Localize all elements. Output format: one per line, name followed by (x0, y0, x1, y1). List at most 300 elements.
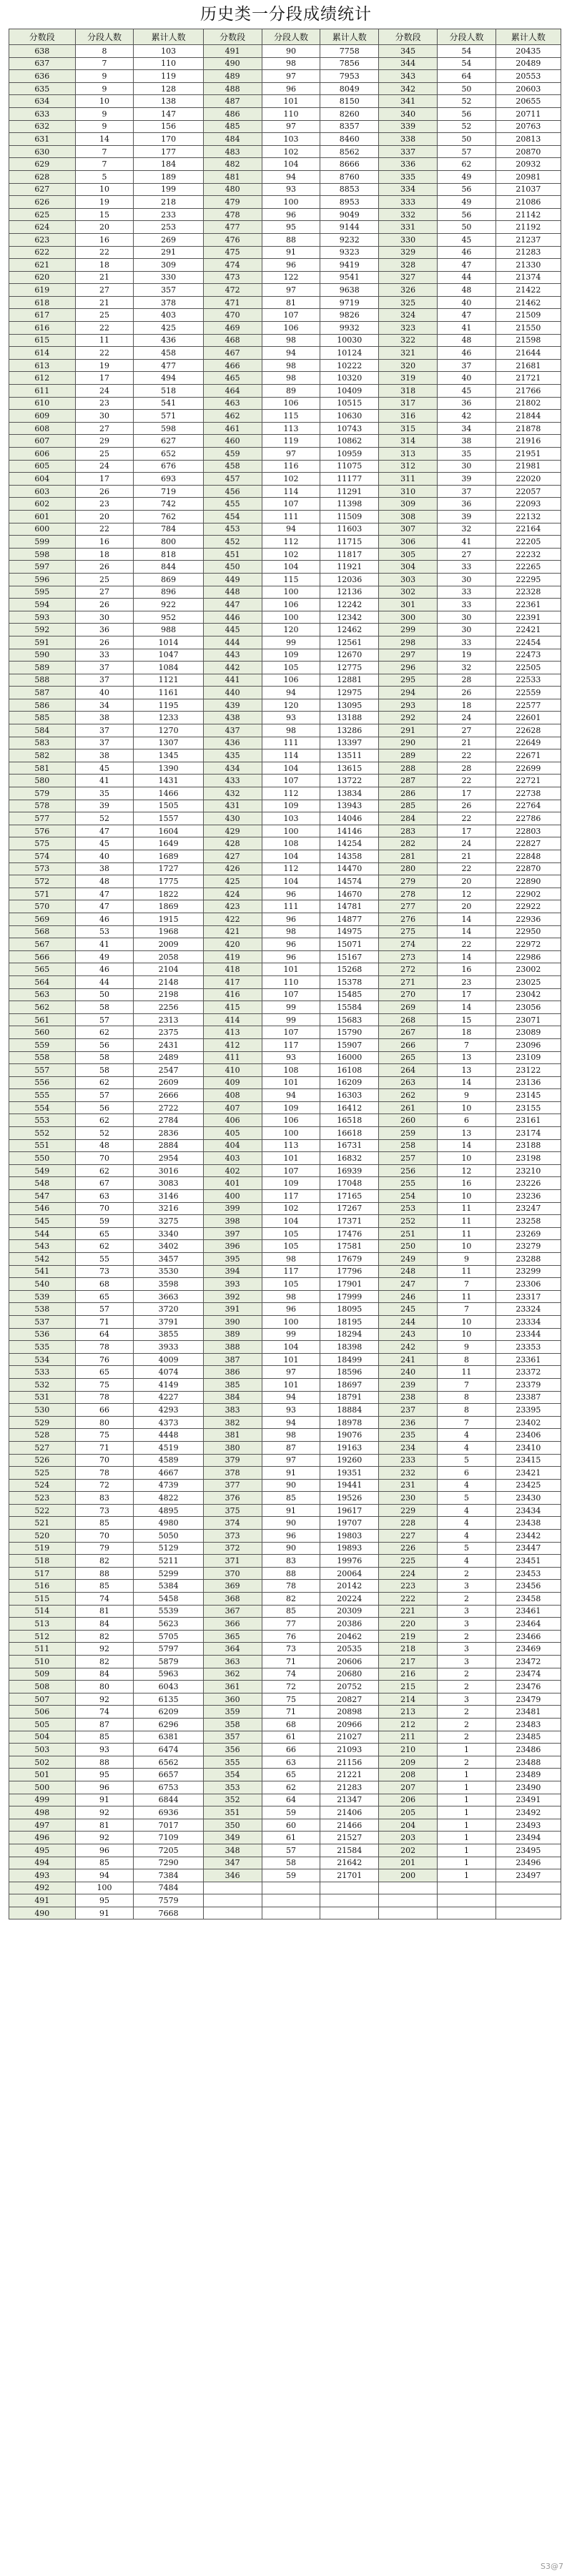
table-cell: 602 (9, 498, 76, 511)
table-cell: 869 (134, 573, 203, 586)
table-cell: 578 (9, 800, 76, 812)
table-cell: 328 (379, 259, 438, 272)
table-cell: 48 (438, 284, 496, 297)
table-cell: 65 (75, 1227, 134, 1240)
table-cell: 214 (379, 1693, 438, 1706)
table-cell: 23492 (495, 1806, 561, 1819)
table-cell: 3598 (134, 1278, 203, 1291)
table-cell: 207 (379, 1781, 438, 1794)
table-cell: 509 (9, 1668, 76, 1681)
table-cell: 1466 (134, 787, 203, 800)
table-cell: 99 (262, 1328, 320, 1341)
table-cell: 520 (9, 1530, 76, 1543)
table-cell: 541 (9, 1265, 76, 1278)
table-row (9, 1328, 561, 1341)
table-cell: 104 (262, 561, 320, 574)
table-cell: 21878 (495, 422, 561, 435)
table-row (9, 1076, 561, 1089)
table-cell: 16 (75, 536, 134, 549)
table-cell: 18398 (320, 1341, 379, 1354)
table-row (9, 888, 561, 900)
table-cell: 505 (9, 1718, 76, 1731)
table-cell: 510 (9, 1656, 76, 1668)
table-cell: 20309 (320, 1605, 379, 1618)
table-cell: 23306 (495, 1278, 561, 1291)
table-cell: 541 (134, 397, 203, 410)
table-cell: 37 (75, 724, 134, 737)
table-cell: 465 (203, 372, 262, 385)
table-cell: 5879 (134, 1656, 203, 1668)
table-cell: 553 (9, 1114, 76, 1127)
table-cell: 100 (262, 825, 320, 837)
table-cell: 23495 (495, 1844, 561, 1857)
table-cell: 9 (75, 82, 134, 95)
table-cell: 92 (75, 1806, 134, 1819)
table-cell: 742 (134, 498, 203, 511)
table-cell: 27 (75, 284, 134, 297)
table-cell: 17679 (320, 1253, 379, 1266)
table-cell: 99 (262, 636, 320, 649)
table-cell: 652 (134, 448, 203, 461)
table-cell: 317 (379, 397, 438, 410)
table-cell: 21 (438, 737, 496, 749)
table-cell: 21374 (495, 271, 561, 284)
table-cell: 94 (262, 523, 320, 536)
table-cell: 537 (9, 1315, 76, 1328)
table-cell: 23226 (495, 1177, 561, 1190)
table-cell: 6474 (134, 1744, 203, 1756)
table-cell: 61 (262, 1731, 320, 1744)
table-cell: 352 (203, 1794, 262, 1806)
table-cell: 591 (9, 636, 76, 649)
table-row (9, 1567, 561, 1580)
table-cell: 234 (379, 1441, 438, 1454)
table-row (9, 485, 561, 498)
table-cell: 100 (75, 1882, 134, 1894)
table-cell: 83 (262, 1555, 320, 1568)
table-cell: 23479 (495, 1693, 561, 1706)
table-cell: 473 (203, 271, 262, 284)
table-cell: 376 (203, 1492, 262, 1505)
table-cell: 355 (203, 1756, 262, 1769)
table-cell: 23174 (495, 1127, 561, 1140)
table-row (9, 95, 561, 108)
table-cell: 384 (203, 1391, 262, 1404)
table-cell: 11817 (320, 548, 379, 561)
table-row (9, 1806, 561, 1819)
table-cell: 1505 (134, 800, 203, 812)
table-cell: 15167 (320, 950, 379, 963)
header-cell: 分数段 (379, 29, 438, 45)
table-cell: 96 (262, 259, 320, 272)
table-cell: 7 (75, 57, 134, 70)
table-cell: 23089 (495, 1026, 561, 1039)
table-cell: 6844 (134, 1794, 203, 1806)
table-cell: 116 (262, 460, 320, 473)
table-cell: 422 (203, 913, 262, 925)
table-cell: 30 (438, 624, 496, 636)
table-cell: 844 (134, 561, 203, 574)
table-cell: 233 (379, 1454, 438, 1467)
table-cell: 633 (9, 107, 76, 120)
table-cell: 60 (262, 1819, 320, 1832)
table-cell: 70 (75, 1202, 134, 1215)
table-cell: 387 (203, 1353, 262, 1366)
table-cell: 74 (262, 1668, 320, 1681)
table-cell: 260 (379, 1114, 438, 1127)
table-cell: 312 (379, 460, 438, 473)
table-cell: 22361 (495, 599, 561, 611)
table-cell: 21221 (320, 1769, 379, 1781)
table-cell: 49 (438, 196, 496, 209)
table-cell: 22205 (495, 536, 561, 549)
table-cell: 335 (379, 170, 438, 183)
table-row (9, 573, 561, 586)
table-cell: 4293 (134, 1404, 203, 1417)
table-cell: 405 (203, 1127, 262, 1140)
table-row (9, 749, 561, 762)
table-cell: 19 (75, 359, 134, 372)
table-cell: 15683 (320, 1013, 379, 1026)
table-cell: 97 (262, 70, 320, 83)
table-cell: 23469 (495, 1643, 561, 1656)
table-row (9, 611, 561, 624)
table-cell: 4227 (134, 1391, 203, 1404)
table-cell: 493 (9, 1869, 76, 1882)
table-cell: 20553 (495, 70, 561, 83)
table-cell: 494 (134, 372, 203, 385)
table-cell: 70 (75, 1454, 134, 1467)
table-cell: 253 (379, 1202, 438, 1215)
table-cell: 592 (9, 624, 76, 636)
table-cell: 620 (9, 271, 76, 284)
table-cell: 64 (75, 1328, 134, 1341)
table-cell: 6 (438, 1467, 496, 1480)
table-cell: 19 (438, 649, 496, 662)
table-cell: 77 (262, 1618, 320, 1631)
table-body (9, 45, 561, 1919)
table-cell: 20489 (495, 57, 561, 70)
table-cell: 988 (134, 624, 203, 636)
table-row (9, 70, 561, 83)
table-cell: 557 (9, 1064, 76, 1077)
table-cell: 22950 (495, 925, 561, 938)
table-cell: 109 (262, 1101, 320, 1114)
table-cell: 23464 (495, 1618, 561, 1631)
table-cell: 10959 (320, 448, 379, 461)
table-cell: 33 (75, 649, 134, 662)
table-cell: 301 (379, 599, 438, 611)
table-cell: 23155 (495, 1101, 561, 1114)
table-cell: 5623 (134, 1618, 203, 1631)
table-cell: 22421 (495, 624, 561, 636)
table-cell: 16 (438, 963, 496, 976)
table-cell: 3216 (134, 1202, 203, 1215)
table-cell: 480 (203, 183, 262, 196)
table-cell: 22870 (495, 862, 561, 875)
table-cell: 304 (379, 561, 438, 574)
table-cell: 5129 (134, 1542, 203, 1555)
table-cell: 349 (203, 1832, 262, 1844)
table-cell: 78 (75, 1391, 134, 1404)
table-cell: 289 (379, 749, 438, 762)
table-cell: 20680 (320, 1668, 379, 1681)
table-cell: 1968 (134, 925, 203, 938)
table-cell: 20966 (320, 1718, 379, 1731)
table-row (9, 1253, 561, 1266)
table-cell: 800 (134, 536, 203, 549)
table-cell: 96 (262, 950, 320, 963)
table-cell: 10862 (320, 435, 379, 448)
table-cell: 3083 (134, 1177, 203, 1190)
table-cell: 385 (203, 1378, 262, 1391)
table-cell: 23353 (495, 1341, 561, 1354)
table-cell: 98 (262, 925, 320, 938)
table-cell: 7484 (134, 1882, 203, 1894)
table-cell: 6296 (134, 1718, 203, 1731)
table-cell: 297 (379, 649, 438, 662)
table-cell: 62 (75, 1240, 134, 1253)
table-cell: 94 (262, 1416, 320, 1429)
table-cell: 75 (75, 1378, 134, 1391)
table-cell: 138 (134, 95, 203, 108)
table-cell: 96 (262, 913, 320, 925)
table-cell: 1431 (134, 775, 203, 787)
watermark: S3@7 (541, 2562, 563, 2571)
table-cell: 412 (203, 1038, 262, 1051)
table-row (9, 385, 561, 398)
table-cell: 295 (379, 674, 438, 687)
table-cell: 104 (262, 875, 320, 888)
table-cell: 9 (438, 1089, 496, 1102)
table-cell: 325 (379, 296, 438, 309)
table-row (9, 1882, 561, 1894)
table-cell: 6043 (134, 1681, 203, 1693)
table-cell: 22721 (495, 775, 561, 787)
table-cell: 424 (203, 888, 262, 900)
table-cell: 20711 (495, 107, 561, 120)
table-cell: 9 (75, 107, 134, 120)
table-cell: 119 (134, 70, 203, 83)
table-cell: 17371 (320, 1215, 379, 1228)
table-cell: 12670 (320, 649, 379, 662)
table-cell: 23425 (495, 1479, 561, 1492)
table-cell: 91 (262, 1467, 320, 1480)
table-cell: 1 (438, 1819, 496, 1832)
table-cell: 433 (203, 775, 262, 787)
table-cell: 15 (438, 1013, 496, 1026)
table-cell: 604 (9, 473, 76, 486)
table-cell: 370 (203, 1567, 262, 1580)
table-cell: 4448 (134, 1429, 203, 1442)
table-cell: 4 (438, 1555, 496, 1568)
table-cell: 627 (9, 183, 76, 196)
table-row (9, 812, 561, 825)
table-cell: 24 (438, 712, 496, 724)
table-cell: 18 (75, 548, 134, 561)
table-cell: 5050 (134, 1530, 203, 1543)
table-row (9, 410, 561, 423)
table-cell: 504 (9, 1731, 76, 1744)
table-row (9, 473, 561, 486)
table-cell: 476 (203, 233, 262, 246)
table-cell: 294 (379, 687, 438, 699)
table-cell: 2784 (134, 1114, 203, 1127)
table-row (9, 120, 561, 133)
table-cell: 30 (438, 573, 496, 586)
table-cell: 576 (9, 825, 76, 837)
table-cell: 336 (379, 158, 438, 171)
table-cell: 449 (203, 573, 262, 586)
table-cell: 16412 (320, 1101, 379, 1114)
table-row (9, 322, 561, 335)
table-cell: 362 (203, 1668, 262, 1681)
table-cell: 16 (75, 233, 134, 246)
table-cell: 9 (438, 1341, 496, 1354)
table-cell: 4 (438, 1517, 496, 1530)
table-cell: 23490 (495, 1781, 561, 1794)
table-cell: 21466 (320, 1819, 379, 1832)
table-cell: 10630 (320, 410, 379, 423)
table-cell: 305 (379, 548, 438, 561)
table-cell: 542 (9, 1253, 76, 1266)
table-cell: 59 (262, 1806, 320, 1819)
table-cell: 91 (262, 246, 320, 259)
table-row (9, 1454, 561, 1467)
table-cell: 28 (438, 674, 496, 687)
table-cell: 488 (203, 82, 262, 95)
table-cell: 1121 (134, 674, 203, 687)
table-cell: 607 (9, 435, 76, 448)
table-cell: 4 (438, 1479, 496, 1492)
table-cell: 108 (262, 837, 320, 850)
table-cell: 111 (262, 737, 320, 749)
table-cell: 102 (262, 548, 320, 561)
table-cell: 279 (379, 875, 438, 888)
table-cell: 22132 (495, 510, 561, 523)
table-cell: 598 (134, 422, 203, 435)
table-cell: 2058 (134, 950, 203, 963)
table-cell: 16939 (320, 1164, 379, 1177)
table-cell: 310 (379, 485, 438, 498)
table-cell: 221 (379, 1605, 438, 1618)
table-cell: 105 (262, 662, 320, 674)
table-row (9, 435, 561, 448)
table-cell: 606 (9, 448, 76, 461)
table-cell: 574 (9, 850, 76, 863)
table-cell: 503 (9, 1744, 76, 1756)
table-cell: 5 (438, 1454, 496, 1467)
table-cell: 564 (9, 975, 76, 988)
table-cell: 631 (9, 133, 76, 146)
table-row (9, 1127, 561, 1140)
table-row (9, 737, 561, 749)
table-cell: 22 (438, 812, 496, 825)
table-cell: 23122 (495, 1064, 561, 1077)
table-cell: 20827 (320, 1693, 379, 1706)
table-cell: 21721 (495, 372, 561, 385)
table-cell: 287 (379, 775, 438, 787)
table-cell: 6 (438, 1114, 496, 1127)
table-cell: 248 (379, 1265, 438, 1278)
table-cell: 19351 (320, 1467, 379, 1480)
table-cell: 72 (262, 1681, 320, 1693)
table-cell: 2148 (134, 975, 203, 988)
table-cell: 9932 (320, 322, 379, 335)
table-row (9, 712, 561, 724)
table-cell: 467 (203, 347, 262, 360)
table-cell: 13397 (320, 737, 379, 749)
table-cell: 447 (203, 599, 262, 611)
table-cell: 96 (75, 1781, 134, 1794)
table-cell: 615 (9, 334, 76, 347)
table-cell: 10515 (320, 397, 379, 410)
table-cell: 338 (379, 133, 438, 146)
table-row (9, 1869, 561, 1882)
table-cell: 545 (9, 1215, 76, 1228)
table-cell: 479 (203, 196, 262, 209)
table-cell: 532 (9, 1378, 76, 1391)
table-cell: 3275 (134, 1215, 203, 1228)
table-cell: 76 (262, 1630, 320, 1643)
table-cell: 208 (379, 1769, 438, 1781)
table-cell: 106 (262, 674, 320, 687)
table-cell: 453 (203, 523, 262, 536)
table-row (9, 460, 561, 473)
table-cell: 78 (75, 1341, 134, 1354)
table-cell: 601 (9, 510, 76, 523)
table-cell: 494 (9, 1857, 76, 1869)
table-row (9, 1907, 561, 1919)
table-cell: 425 (203, 875, 262, 888)
table-cell: 63 (75, 1190, 134, 1203)
table-cell: 21598 (495, 334, 561, 347)
table-cell: 14 (438, 1001, 496, 1014)
table-cell: 7 (75, 158, 134, 171)
table-cell: 10222 (320, 359, 379, 372)
table-cell: 439 (203, 699, 262, 712)
table-cell: 558 (9, 1051, 76, 1064)
table-cell: 8760 (320, 170, 379, 183)
table-cell: 399 (203, 1202, 262, 1215)
table-cell: 7109 (134, 1832, 203, 1844)
table-cell: 62 (75, 1114, 134, 1127)
table-cell: 128 (134, 82, 203, 95)
table-cell: 21462 (495, 296, 561, 309)
table-cell: 538 (9, 1303, 76, 1316)
table-cell: 220 (379, 1618, 438, 1631)
table-cell: 81 (262, 296, 320, 309)
table-cell: 14046 (320, 812, 379, 825)
table-cell: 20 (75, 221, 134, 234)
table-cell: 278 (379, 888, 438, 900)
table-row (9, 1114, 561, 1127)
table-cell: 100 (262, 611, 320, 624)
table-cell: 315 (379, 422, 438, 435)
table-cell: 414 (203, 1013, 262, 1026)
table-cell: 98 (262, 359, 320, 372)
table-cell: 96 (75, 1844, 134, 1857)
table-cell: 23451 (495, 1555, 561, 1568)
table-row (9, 1303, 561, 1316)
table-cell: 269 (379, 1001, 438, 1014)
table-cell: 3457 (134, 1253, 203, 1266)
table-cell: 441 (203, 674, 262, 687)
table-cell: 22295 (495, 573, 561, 586)
table-cell: 427 (203, 850, 262, 863)
table-cell: 5963 (134, 1668, 203, 1681)
table-cell: 20462 (320, 1630, 379, 1643)
